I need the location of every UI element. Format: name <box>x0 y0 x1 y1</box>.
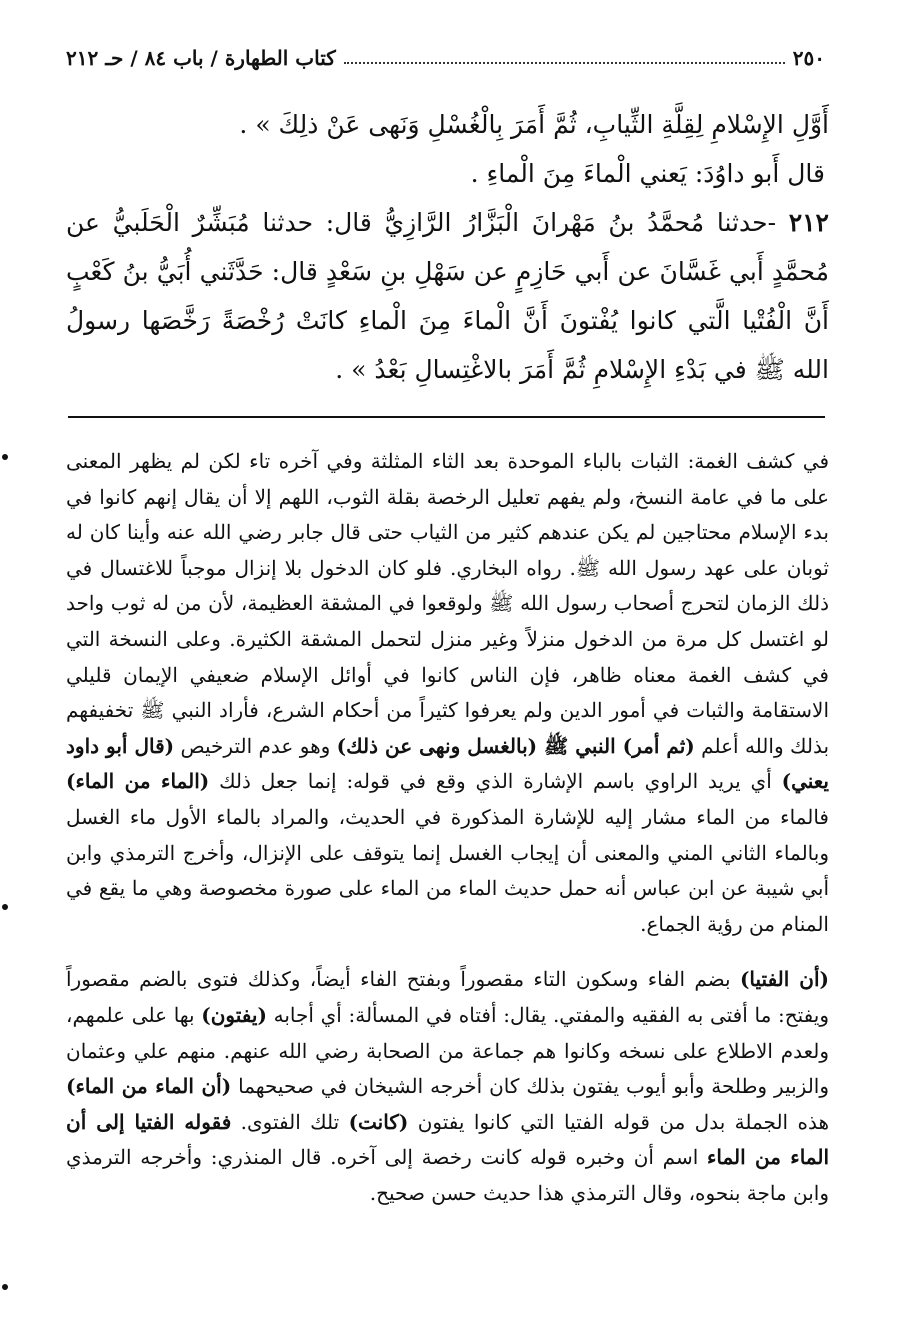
hadith-continuation: أَوَّلِ الإِسْلامِ لِقِلَّةِ الثِّيابِ، ثُمَّ أَمَرَ بِالْغُسْلِ وَنَهى عَنْ ذلِكَ » . <box>239 110 829 139</box>
commentary-bold-phrase: (أن الماء من الماء) <box>66 1074 232 1099</box>
commentary-text: بها على علمهم، ولعدم الاطلاع على نسخه وكانوا هم جماعة من الصحابة رضي الله عنهم. منهم علي وعثمان والزبير وطلحة وأبو أيوب يفتون بذلك كان أخرجه الشيخان في صحيحهما <box>66 1002 830 1099</box>
commentary-bold-phrase: فقوله الفتيا إلى أن الماء من الماء <box>66 1109 829 1170</box>
commentary-paragraph-2 <box>66 962 829 1211</box>
commentary-text: في كشف الغمة: الثبات بالباء الموحدة بعد الثاء المثلثة وفي آخره تاء لكن لم يظهر المعنى على ما في عامة النسخ، ولم يفهم تعليل الرخصة بقلة الثوب، اللهم إلا أن يقال إنهم كانوا في بدء الإسلام محتاجين لم يكن عندهم كثير من الثياب حتى قال جابر رضي الله عنه وأينا كان له ثوبان على عهد رسول الله ﷺ. رواه البخاري. فلو كان الدخول بلا إنزال موجباً للاغتسال في ذلك الزمان لتحرج أصحاب رسول الله ﷺ ولوقعوا في المشقة العظيمة، لأن من له ثوب واحد لو اغتسل كل مرة من الدخول منزلاً وغير منزل لتحمل المشقة الكثيرة. وعلى النسخة التي في كشف الغمة معناه ظاهر، فإن الناس كانوا في أوائل الإسلام ضعيفي الإيمان قليلي الاستقامة والثبات في أمور الدين ولم يعرفوا كثيراً من أحكام الشرع، فأراد النبي ﷺ تخفيفهم بذلك والله أعلم <box>66 449 830 758</box>
scan-speck <box>2 454 8 460</box>
commentary-bold-phrase: (ثم أمر) النبي ﷺ (بالغسل ونهى عن ذلك) <box>336 733 695 758</box>
hadith-number: ٢١٢ <box>788 208 829 237</box>
commentary-bold-phrase: (يفتون) <box>201 1002 267 1027</box>
commentary-text: أي يريد الراوي باسم الإشارة الذي وقع في قوله: إنما جعل ذلك <box>219 769 772 794</box>
commentary-text: تلك الفتوى. <box>240 1109 340 1134</box>
page-number: ٢٥٠ <box>792 46 825 70</box>
commentary-bold-phrase: (قال أبو داود يعني) <box>66 733 829 794</box>
commentary-text: هذه الجملة بدل من قوله الفتيا التي كانوا يفتون <box>417 1109 830 1134</box>
scan-speck <box>2 904 8 910</box>
page-header <box>66 38 825 78</box>
commentary-paragraph-1 <box>66 444 829 942</box>
abu-dawud-note: قال أَبو داوُدَ: يَعني الْماءَ مِنَ الْماءِ . <box>470 159 825 188</box>
hadith-body: -حدثنا مُحمَّدُ بنُ مَهْرانَ الْبَزَّارُ الرَّازِيُّ قال: حدثنا مُبَشِّرٌ الْحَلَبيُّ عن مُحمَّدٍ أَبي غَسَّانَ عن أَبي حَازِمٍ عن سَهْلِ بنِ سَعْدٍ قال: حَدَّثَني أُبَيُّ بنُ كَعْبٍ أَنَّ الْفُتْيا الَّتي كانوا يُفْتونَ أَنَّ الْماءَ مِنَ الْماءِ كانَتْ رُخْصَةً رَخَّصَها رسولُ الله ﷺ في بَدْءِ الإِسْلامِ ثُمَّ أَمَرَ بالاغْتِسالِ بَعْدُ » . <box>66 208 830 384</box>
footnote-divider <box>68 416 825 418</box>
commentary-text: اسم أن وخبره قوله كانت رخصة إلى آخره. قال المنذري: وأخرجه الترمذي وابن ماجة بنحوه، وقال الترمذي هذا حديث حسن صحيح. <box>66 1145 829 1205</box>
commentary-text: بضم الفاء وسكون التاء مقصوراً وبفتح الفاء أيضاً، وكذلك فتوى بالضم مقصوراً ويفتح: ما أفتى به الفقيه والمفتي. يقال: أفتاه في المسألة: أي أجابه <box>66 967 829 1027</box>
commentary-bold-phrase: (الماء من الماء) <box>66 769 210 794</box>
commentary-bold-phrase: (كانت) <box>348 1109 409 1134</box>
commentary-text: فالماء من الماء مشار إليه للإشارة المذكورة في الحديث، والمراد بالماء الأول ماء الغسل وبالماء الثاني المني والمعنى أن إيجاب الغسل إنما يتوقف على الإنزال، وأخرج الترمذي وابن أبي شيبة عن ابن عباس أنه حمل حديث الماء من الماء على صورة مخصوصة وهي ما يقع في المنام من رؤية الجماع. <box>66 804 829 936</box>
commentary-text: وهو عدم الترخيص <box>180 733 331 758</box>
commentary-block <box>66 444 829 1211</box>
scan-speck <box>2 1284 8 1290</box>
header-dot-leader <box>344 60 785 64</box>
commentary-bold-phrase: (أن الفتيا) <box>739 967 829 992</box>
running-title: كتاب الطهارة / باب ٨٤ / حـ ٢١٢ <box>66 46 336 70</box>
hadith-text-block <box>66 100 829 394</box>
hadith-212 <box>66 198 829 394</box>
